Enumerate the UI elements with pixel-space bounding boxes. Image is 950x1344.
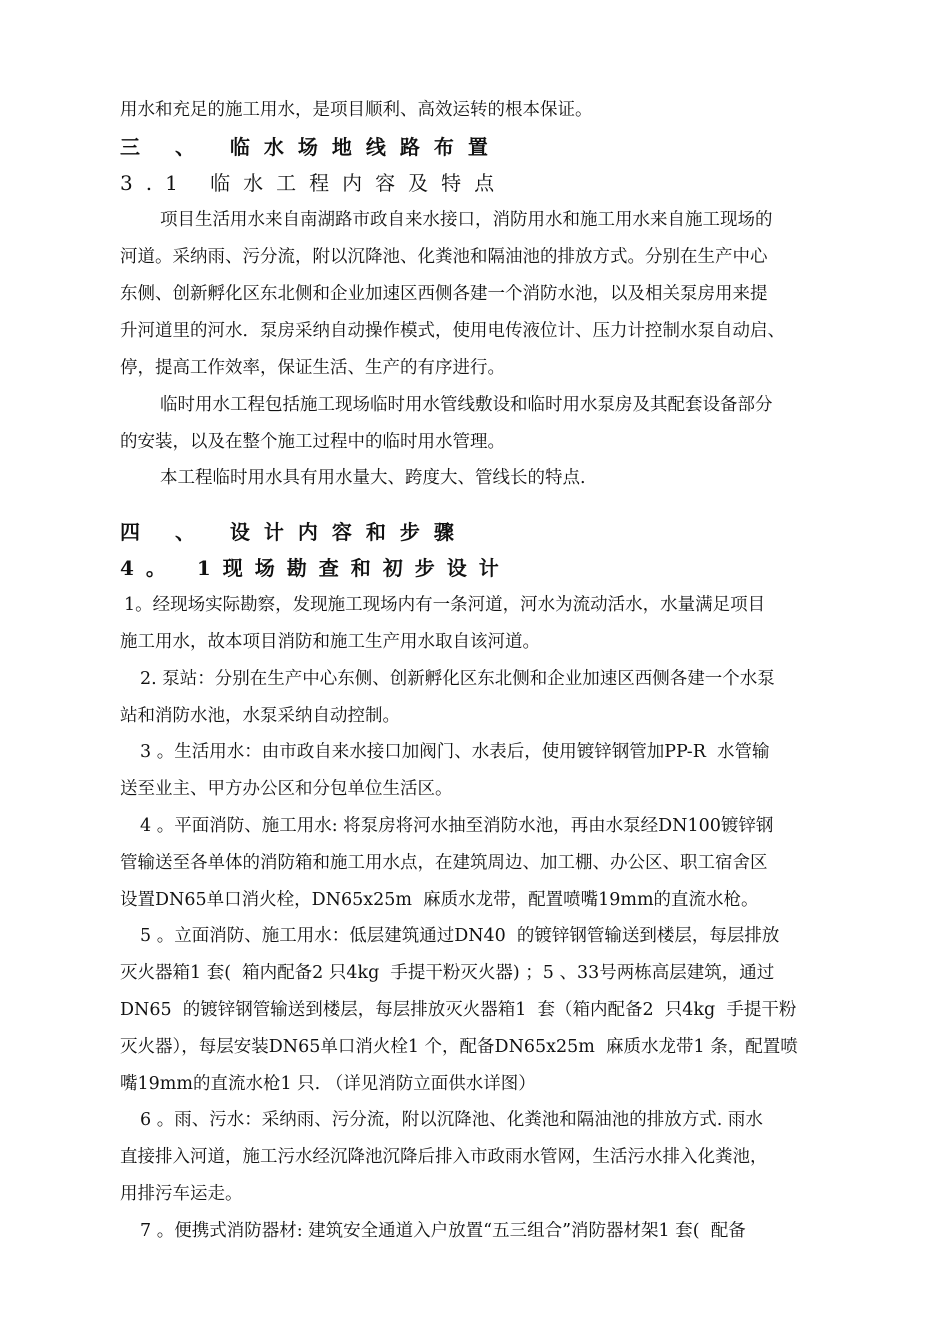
body-text-line: 嘴19mm的直流水枪1 只. （详见消防立面供水详图） (120, 1074, 536, 1094)
subsection-heading: 3.1 临水工程内容及特点 (120, 171, 508, 195)
body-text-line: 灭火器），每层安装DN65单口消火栓1 个，配备DN65x25m 麻质水龙带1 条，配置喷 (120, 1037, 798, 1057)
body-text-line: 5 。立面消防、施工用水：低层建筑通过DN40 的镀锌钢管输送到楼层，每层排放 (140, 926, 780, 946)
body-text-line: 临时用水工程包括施工现场临时用水管线敷设和临时用水泵房及其配套设备部分 (160, 395, 773, 415)
body-text-line: 停，提高工作效率，保证生活、生产的有序进行。 (120, 358, 505, 378)
body-text-line: 管输送至各单体的消防箱和施工用水点，在建筑周边、加工棚、办公区、职工宿舍区 (120, 853, 768, 873)
body-text-line: 2. 泵站：分别在生产中心东侧、创新孵化区东北侧和企业加速区西侧各建一个水泵 (140, 669, 775, 689)
body-text-line: 3 。生活用水：由市政自来水接口加阀门、水表后，使用镀锌钢管加PP-R 水管输 (140, 742, 770, 762)
body-text-line: 4 。平面消防、施工用水: 将泵房将河水抽至消防水池，再由水泵经DN100镀锌钢 (140, 816, 774, 836)
body-text-line: 河道。采纳雨、污分流，附以沉降池、化粪池和隔油池的排放方式。分别在生产中心 (120, 247, 768, 267)
body-text-line: 1。经现场实际勘察，发现施工现场内有一条河道，河水为流动活水，水量满足项目 (124, 595, 766, 615)
section-heading: 四 、 设计内容和步骤 (120, 520, 468, 544)
body-text-line: 用水和充足的施工用水，是项目顺利、高效运转的根本保证。 (120, 100, 593, 120)
body-text-line: 用排污车运走。 (120, 1184, 243, 1204)
body-text-line: 施工用水，故本项目消防和施工生产用水取自该河道。 (120, 632, 540, 652)
body-text-line: 直接排入河道，施工污水经沉降池沉降后排入市政雨水管网，生活污水排入化粪池， (120, 1147, 768, 1167)
subsection-heading: 4。 1现场勘查和初步设计 (120, 556, 511, 580)
body-text-line: 的安装，以及在整个施工过程中的临时用水管理。 (120, 432, 505, 452)
body-text-line: 灭火器箱1 套( 箱内配备2 只4kg 手提干粉灭火器) ；5 、33号两栋高层建筑，通过 (120, 963, 775, 983)
body-text-line: 项目生活用水来自南湖路市政自来水接口，消防用水和施工用水来自施工现场的 (160, 210, 773, 230)
body-text-line: DN65 的镀锌钢管输送到楼层，每层排放灭火器箱1 套（箱内配备2 只4kg 手提干粉 (120, 1000, 797, 1020)
body-text-line: 6 。雨、污水：采纳雨、污分流，附以沉降池、化粪池和隔油池的排放方式. 雨水 (140, 1110, 763, 1130)
section-heading: 三 、 临水场地线路布置 (120, 135, 502, 159)
body-text-line: 送至业主、甲方办公区和分包单位生活区。 (120, 779, 453, 799)
body-text-line: 7 。便携式消防器材: 建筑安全通道入户放置“五三组合”消防器材架1 套( 配备 (140, 1221, 746, 1241)
body-text-line: 设置DN65单口消火栓，DN65x25m 麻质水龙带，配置喷嘴19mm的直流水枪。 (120, 890, 759, 910)
body-text-line: 站和消防水池，水泵采纳自动控制。 (120, 706, 400, 726)
body-text-line: 东侧、创新孵化区东北侧和企业加速区西侧各建一个消防水池，以及相关泵房用来提 (120, 284, 768, 304)
body-text-line: 升河道里的河水．泵房采纳自动操作模式，使用电传液位计、压力计控制水泵自动启、 (120, 321, 785, 341)
body-text-line: 本工程临时用水具有用水量大、跨度大、管线长的特点. (160, 468, 586, 488)
